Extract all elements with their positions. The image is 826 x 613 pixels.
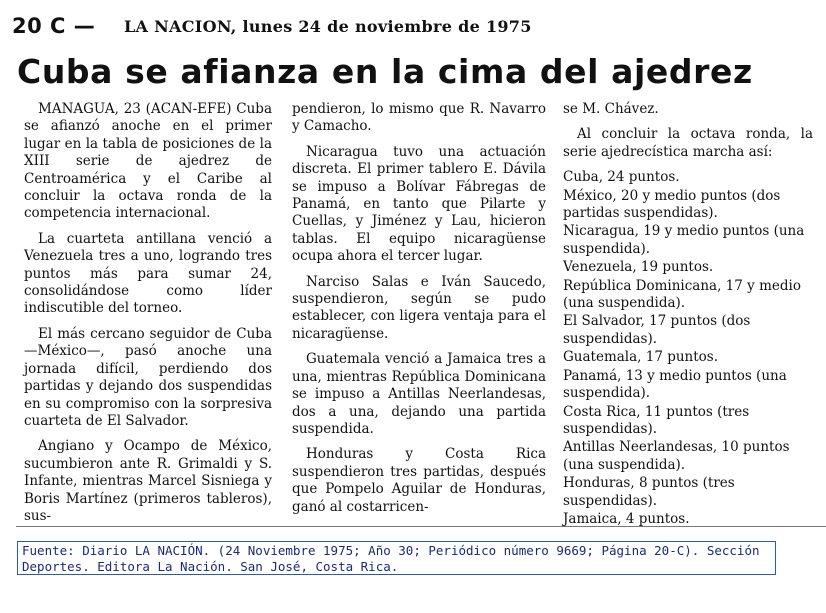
standings-item: Antillas Neerlandesas, 10 puntos (una suspendida). (563, 439, 790, 473)
page-number: 20 C — (12, 14, 96, 38)
paragraph: MANAGUA, 23 (ACAN-EFE) Cuba se afianzó anoche en el primer lugar en la tabla de posiciones de la XIII serie de ajedrez de Centroamérica y el Caribe al concluir la octava ronda de la competencia internacional. (24, 101, 272, 222)
paragraph: Nicaragua tuvo una actuación discreta. El primer tablero E. Dávila se impuso a Bolívar Fábregas de Panamá, en tanto que Pilarte y Cuellas, y Jiménez y Lau, hicieron tablas. El equipo nicaragüense ocupa ahora el tercer lugar. (292, 143, 546, 265)
paragraph: se M. Chávez. (563, 101, 659, 117)
standings-item: República Dominicana, 17 y medio (una suspendida). (563, 277, 801, 312)
paragraph: El más cercano seguidor de Cuba —México—, pasó anoche una jornada difícil, perdiendo dos partidas y dejando dos suspendidas en su compromiso con la sorpresiva cuarteta de El Salvador. (24, 325, 272, 429)
page-header (12, 14, 812, 40)
paragraph: Guatemala venció a Jamaica tres a una, mientras República Dominicana se impuso a Antillas Neerlandesas, dos a una, dejando una partida suspendida. (292, 351, 546, 437)
paragraph: Honduras y Costa Rica suspendieron tres partidas, después que Pompelo Aguilar de Honduras, ganó al costarricen- (292, 446, 546, 515)
article-column-2 (292, 101, 546, 524)
standings-item: Costa Rica, 11 puntos (tres suspendidas). (563, 403, 750, 437)
standings-item: Panamá, 13 y medio puntos (una suspendida). (563, 367, 787, 402)
standings-item: Nicaragua, 19 y medio puntos (una suspendida). (563, 223, 805, 257)
standings-item: Cuba, 24 puntos. (563, 169, 680, 186)
paragraph: Angiano y Ocampo de México, sucumbieron ante R. Grimaldi y S. Infante, mientras Marcel Sisniega y Boris Martínez (primeros tableros), sus- (24, 438, 272, 524)
article-column-3 (563, 101, 813, 529)
standings-item: México, 20 y medio puntos (dos partidas suspendidas). (563, 187, 781, 222)
masthead: LA NACION, lunes 24 de noviembre de 1975 (124, 17, 532, 36)
standings-item: El Salvador, 17 puntos (dos suspendidas). (563, 313, 751, 347)
paragraph: Al concluir la octava ronda, la serie ajedrecística marcha así: (563, 126, 813, 160)
standings-item: Guatemala, 17 puntos. (563, 349, 719, 366)
standings-item: Venezuela, 19 puntos. (563, 259, 714, 276)
paragraph: La cuarteta antillana venció a Venezuela tres a uno, logrando tres puntos más para sumar 24, consolidándose como líder indiscutible del torneo. (24, 230, 272, 317)
standings-item: Honduras, 8 puntos (tres suspendidas). (563, 475, 735, 509)
standings-item: Jamaica, 4 puntos. (563, 510, 690, 527)
standings-list (563, 169, 813, 528)
paragraph: Narciso Salas e Iván Saucedo, suspendieron, según se pudo establecer, con ligera ventaja para el nicaragüense. (292, 273, 546, 342)
headline: Cuba se afianza en la cima del ajedrez (17, 52, 753, 91)
article-column-1 (24, 101, 272, 533)
source-caption: Fuente: Diario LA NACIÓN. (24 Noviembre 1975; Año 30; Periódico número 9669; Página 20-C). Sección Deportes. Editora La Nación. San José, Costa Rica. (17, 541, 776, 575)
paragraph: pendieron, lo mismo que R. Navarro y Camacho. (292, 101, 546, 135)
bottom-rule (16, 526, 826, 527)
